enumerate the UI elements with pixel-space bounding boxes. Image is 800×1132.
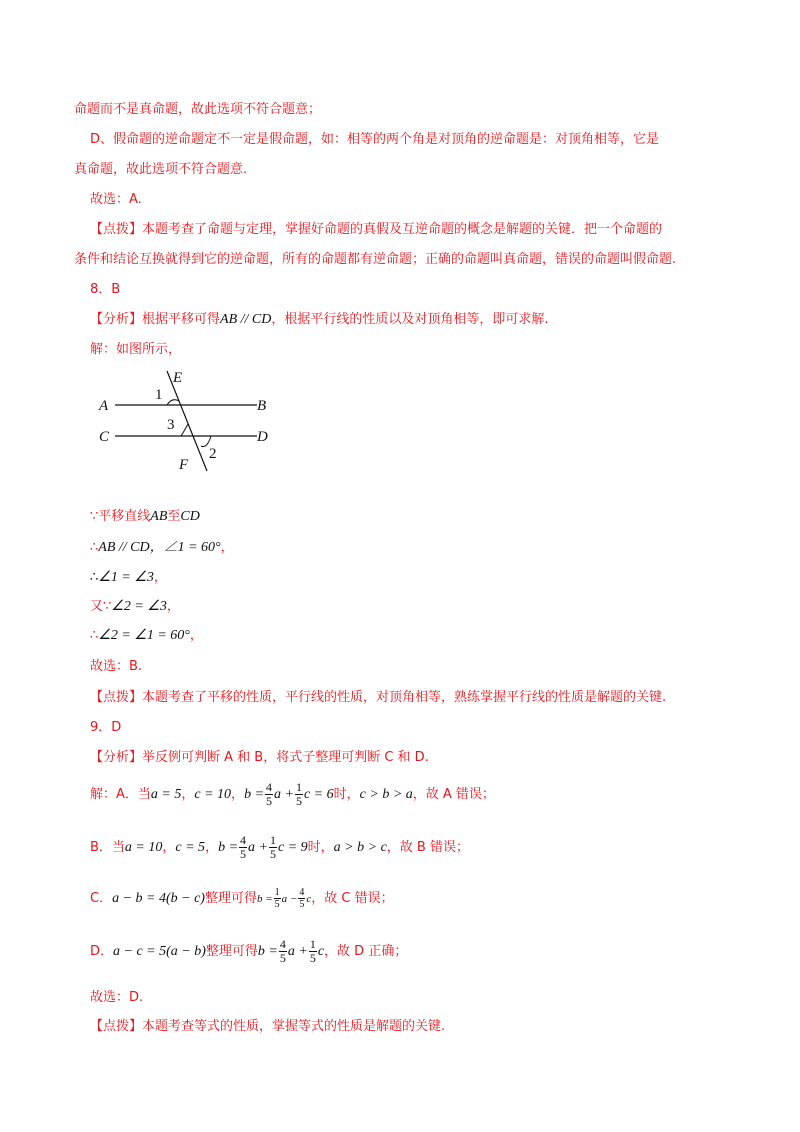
angle-2-arc bbox=[201, 436, 211, 447]
analysis-8 bbox=[90, 311, 549, 329]
line-6: 条件和结论互换就得到它的逆命题，所有的命题都有逆命题；正确的命题叫真命题，错误的命题叫假命题. bbox=[74, 252, 677, 267]
fraction-num: 1 bbox=[295, 780, 302, 794]
case-a bbox=[90, 780, 495, 810]
case-c-conclusion: ，故 C 错误； bbox=[311, 891, 394, 906]
angle-1-arc bbox=[167, 400, 179, 405]
case-d-equation: a − c = 5(a − b) bbox=[113, 944, 206, 959]
label-angle-2: 2 bbox=[209, 446, 217, 462]
fraction-den: 5 bbox=[309, 951, 316, 965]
solution-intro: 解：如图所示， bbox=[90, 342, 182, 357]
case-d bbox=[90, 937, 407, 967]
label-angle-3: 3 bbox=[167, 417, 175, 433]
label-a: A bbox=[99, 398, 109, 414]
fraction-num: 4 bbox=[279, 937, 286, 951]
case-a-comma-1: ， bbox=[181, 787, 195, 802]
step-2 bbox=[90, 539, 234, 557]
angle-3-arc bbox=[181, 424, 188, 436]
case-b-comma-2: ， bbox=[205, 840, 219, 855]
fraction-den: 5 bbox=[274, 899, 280, 910]
fraction-num: 1 bbox=[274, 887, 280, 898]
case-d-label: D． bbox=[90, 944, 114, 959]
step-4-punct: ， bbox=[166, 599, 180, 614]
line-3: 真命题，故此选项不符合题意. bbox=[74, 162, 248, 177]
step-3-math: ∠1 = ∠3 bbox=[98, 570, 154, 585]
step-4-math: ∠2 = ∠3 bbox=[111, 599, 167, 614]
fraction-num: 4 bbox=[240, 833, 247, 847]
fraction-num: 4 bbox=[266, 780, 273, 794]
step-2-punct: ， bbox=[220, 540, 234, 555]
case-a-math-a: a = 5 bbox=[150, 787, 182, 802]
case-d-conclusion: ，故 D 正确； bbox=[324, 944, 408, 959]
fraction bbox=[295, 781, 303, 808]
step-3-punct: ， bbox=[153, 570, 167, 585]
case-b-c-eq: c = 9 bbox=[277, 840, 308, 855]
step-2-symbol: ∴ bbox=[90, 540, 99, 555]
analysis-8-math: AB // CD bbox=[220, 312, 272, 327]
case-b-when: 时， bbox=[307, 840, 334, 855]
tip-9: 【点拨】本题考查等式的性质，掌握等式的性质是解题的关键. bbox=[90, 1019, 446, 1034]
step-4 bbox=[90, 598, 180, 616]
step-1-math-cd: CD bbox=[180, 509, 200, 524]
case-b-text: B．当 bbox=[90, 840, 125, 855]
step-5-symbol: ∴ bbox=[90, 628, 99, 643]
analysis-8-text-a: 【分析】根据平移可得 bbox=[90, 312, 221, 327]
parallel-lines-figure bbox=[95, 363, 285, 475]
step-1-text-b: 至 bbox=[167, 509, 181, 524]
fraction bbox=[298, 887, 305, 910]
line-5: 【点拨】本题考查了命题与定理，掌握好命题的真假及互逆命题的概念是解题的关键．把一个命题的 bbox=[90, 222, 663, 237]
case-d-b-eq: b = bbox=[257, 944, 278, 959]
fraction bbox=[309, 938, 317, 965]
label-e: E bbox=[173, 370, 183, 386]
label-c: C bbox=[99, 429, 110, 445]
line-1: 命题而不是真命题，故此选项不符合题意； bbox=[74, 102, 322, 117]
fraction bbox=[269, 834, 277, 861]
case-a-b-eq: b = bbox=[244, 787, 265, 802]
case-a-conclusion: ，故 A 错误； bbox=[412, 787, 495, 802]
case-a-a-plus: a + bbox=[274, 787, 294, 802]
case-a-comma-2: ， bbox=[231, 787, 245, 802]
fraction-num: 1 bbox=[309, 937, 316, 951]
line-select-b: 故选：B. bbox=[90, 659, 143, 674]
label-f: F bbox=[179, 457, 189, 473]
case-b-comma-1: ， bbox=[162, 840, 176, 855]
case-a-c-eq: c = 6 bbox=[303, 787, 334, 802]
label-angle-1: 1 bbox=[155, 387, 163, 403]
case-a-text: 解：A．当 bbox=[90, 787, 151, 802]
fraction-num: 1 bbox=[269, 833, 276, 847]
case-c-a-minus: a − bbox=[281, 893, 298, 905]
fraction-den: 5 bbox=[299, 899, 305, 910]
case-b-math-c: c = 5 bbox=[175, 840, 206, 855]
case-b-math-a: a = 10 bbox=[124, 840, 163, 855]
step-1 bbox=[90, 508, 200, 526]
step-1-math-ab: AB bbox=[150, 509, 168, 524]
fraction-den: 5 bbox=[279, 951, 286, 965]
analysis-9: 【分析】举反例可判断 A 和 B，将式子整理可判断 C 和 D. bbox=[90, 750, 429, 765]
step-5-punct: ， bbox=[189, 628, 203, 643]
step-5 bbox=[90, 627, 203, 645]
case-c-text: 整理可得 bbox=[204, 891, 257, 906]
question-8-answer: 8．B bbox=[90, 282, 121, 297]
step-5-math: ∠2 = ∠1 = 60° bbox=[98, 628, 190, 643]
case-c-c: c bbox=[306, 893, 312, 905]
fraction-den: 5 bbox=[295, 794, 302, 808]
fraction-num: 4 bbox=[299, 887, 305, 898]
fraction bbox=[274, 887, 281, 910]
case-c-equation: a − b = 4(b − c) bbox=[112, 891, 205, 906]
step-1-text-a: ∵平移直线 bbox=[90, 509, 151, 524]
tip-8: 【点拨】本题考查了平移的性质，平行线的性质，对顶角相等，熟练掌握平行线的性质是解题的关键. bbox=[90, 690, 667, 705]
label-d: D bbox=[257, 429, 268, 445]
fraction-den: 5 bbox=[266, 794, 273, 808]
case-b-ineq: a > b > c bbox=[333, 840, 387, 855]
analysis-8-text-b: ，根据平行线的性质以及对顶角相等，即可求解. bbox=[271, 312, 549, 327]
case-d-text: 整理可得 bbox=[205, 944, 258, 959]
question-9-answer: 9．D bbox=[90, 720, 122, 735]
line-4: 故选：A. bbox=[90, 192, 142, 207]
fraction-den: 5 bbox=[240, 847, 247, 861]
case-d-a-plus: a + bbox=[287, 944, 308, 959]
case-c-b-eq: b = bbox=[256, 893, 273, 905]
label-b: B bbox=[257, 398, 267, 414]
case-b-a-plus: a + bbox=[248, 840, 268, 855]
case-c bbox=[90, 884, 394, 914]
case-b-conclusion: ，故 B 错误； bbox=[386, 840, 469, 855]
step-3 bbox=[90, 569, 167, 587]
line-2: D、假命题的逆命题定不一定是假命题，如：相等的两个角是对顶角的逆命题是：对顶角相等，它是 bbox=[90, 132, 660, 147]
fraction bbox=[265, 781, 273, 808]
case-b bbox=[90, 833, 469, 863]
case-b-b-eq: b = bbox=[218, 840, 239, 855]
case-d-c: c bbox=[317, 944, 325, 959]
step-4-text: 又∵ bbox=[90, 599, 112, 614]
fraction bbox=[239, 834, 247, 861]
case-c-label: C． bbox=[90, 891, 113, 906]
fraction-den: 5 bbox=[269, 847, 276, 861]
case-a-when: 时， bbox=[333, 787, 360, 802]
case-a-ineq: c > b > a bbox=[359, 787, 413, 802]
fraction bbox=[279, 938, 287, 965]
case-a-math-c: c = 10 bbox=[194, 787, 232, 802]
step-3-symbol: ∴ bbox=[90, 570, 99, 585]
step-2-math: AB // CD，∠1 = 60° bbox=[98, 540, 221, 555]
line-select-d: 故选：D. bbox=[90, 990, 144, 1005]
